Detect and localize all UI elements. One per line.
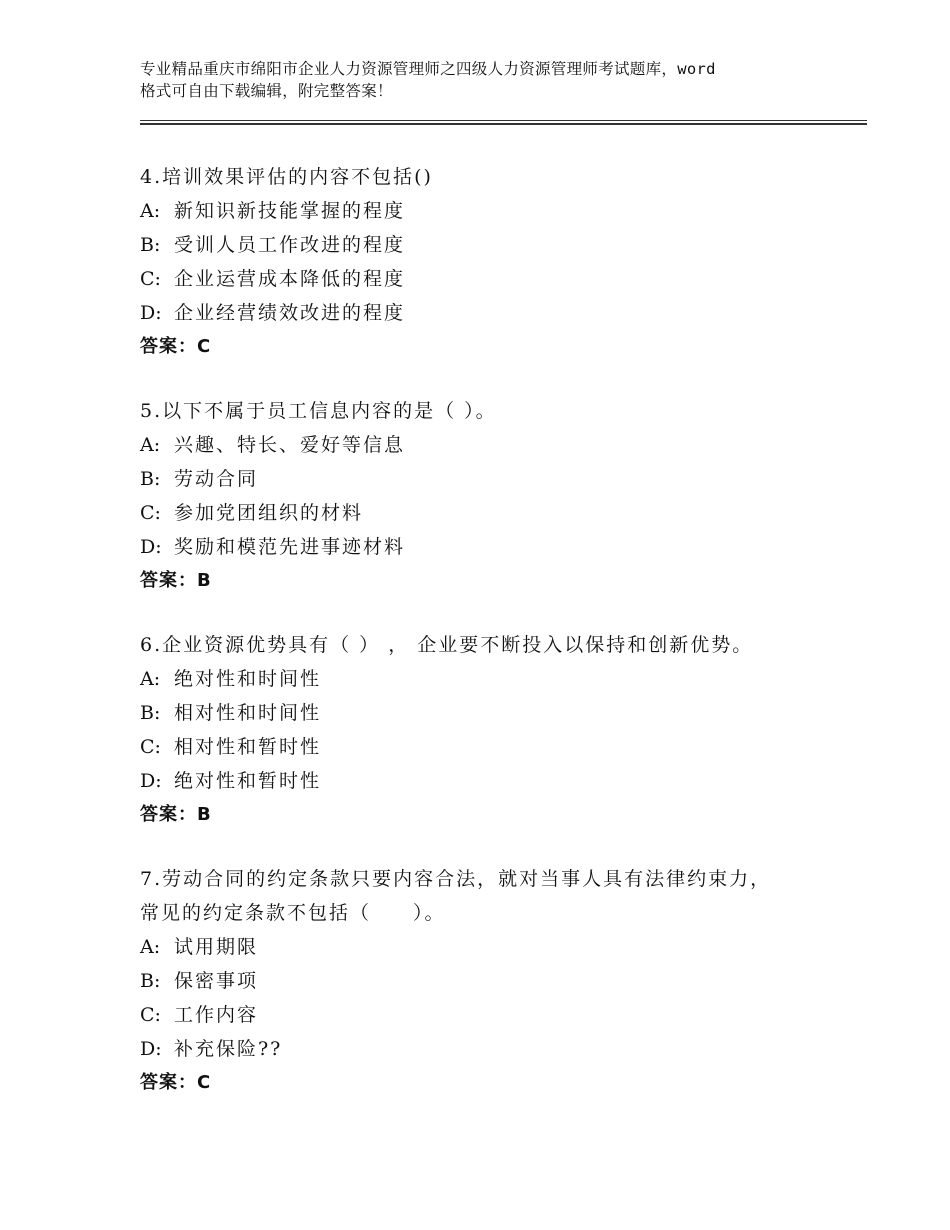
option-d xyxy=(140,530,840,564)
option-text: 企业经营绩效改进的程度 xyxy=(174,302,406,324)
question-stem: 4.培训效果评估的内容不包括() xyxy=(140,166,433,188)
option-text: 兴趣、特长、爱好等信息 xyxy=(174,434,406,456)
option-letter: B: xyxy=(140,234,161,256)
option-text: 绝对性和时间性 xyxy=(174,668,322,690)
option-text: 补充保险?? xyxy=(174,1038,283,1060)
option-text: 相对性和暂时性 xyxy=(174,736,322,758)
option-letter: B: xyxy=(140,702,161,724)
answer-line: 答案：B xyxy=(140,804,212,825)
option-letter: D: xyxy=(140,770,162,792)
question-stem: 6.企业资源优势具有（ ） ， 企业要不断投入以保持和创新优势。 xyxy=(140,634,754,656)
question-5 xyxy=(140,394,840,598)
option-text: 试用期限 xyxy=(174,936,259,958)
question-stem: 5.以下不属于员工信息内容的是（ ）。 xyxy=(140,400,497,422)
answer-line: 答案：C xyxy=(140,336,212,357)
option-letter: C: xyxy=(140,268,161,290)
question-6 xyxy=(140,628,840,832)
option-text: 保密事项 xyxy=(174,970,259,992)
option-b xyxy=(140,462,840,496)
option-b xyxy=(140,228,840,262)
option-a xyxy=(140,194,840,228)
option-text: 企业运营成本降低的程度 xyxy=(174,268,406,290)
header-divider-thin xyxy=(140,120,867,121)
question-stem-continued: 常见的约定条款不包括（ ）。 xyxy=(140,902,446,924)
option-c xyxy=(140,496,840,530)
option-letter: A: xyxy=(140,668,161,690)
option-d xyxy=(140,1032,840,1066)
option-c xyxy=(140,262,840,296)
option-text: 新知识新技能掌握的程度 xyxy=(174,200,406,222)
option-text: 工作内容 xyxy=(174,1004,259,1026)
option-text: 受训人员工作改进的程度 xyxy=(174,234,406,256)
option-text: 奖励和模范先进事迹材料 xyxy=(174,536,406,558)
option-a xyxy=(140,930,840,964)
option-c xyxy=(140,730,840,764)
option-c xyxy=(140,998,840,1032)
option-letter: D: xyxy=(140,302,162,324)
option-d xyxy=(140,296,840,330)
option-a xyxy=(140,428,840,462)
option-b xyxy=(140,964,840,998)
option-text: 绝对性和暂时性 xyxy=(174,770,322,792)
answer-line: 答案：C xyxy=(140,1072,212,1093)
option-letter: C: xyxy=(140,1004,161,1026)
option-letter: D: xyxy=(140,536,162,558)
option-letter: B: xyxy=(140,970,161,992)
document-header xyxy=(140,58,830,102)
option-letter: B: xyxy=(140,468,161,490)
option-letter: C: xyxy=(140,736,161,758)
option-letter: A: xyxy=(140,434,161,456)
option-text: 相对性和时间性 xyxy=(174,702,322,724)
option-d xyxy=(140,764,840,798)
answer-line: 答案：B xyxy=(140,570,212,591)
option-letter: A: xyxy=(140,936,161,958)
option-letter: C: xyxy=(140,502,161,524)
header-title-line-1: 专业精品重庆市绵阳市企业人力资源管理师之四级人力资源管理师考试题库，word xyxy=(140,60,716,78)
question-7 xyxy=(140,862,840,1100)
option-text: 劳动合同 xyxy=(174,468,259,490)
question-stem: 7.劳动合同的约定条款只要内容合法，就对当事人具有法律约束力， xyxy=(140,868,772,890)
option-text: 参加党团组织的材料 xyxy=(174,502,364,524)
option-b xyxy=(140,696,840,730)
header-divider-thick xyxy=(140,123,867,125)
option-letter: D: xyxy=(140,1038,162,1060)
question-list xyxy=(140,160,840,1130)
option-letter: A: xyxy=(140,200,161,222)
header-title-line-2: 格式可自由下载编辑，附完整答案！ xyxy=(140,82,393,100)
option-a xyxy=(140,662,840,696)
question-4 xyxy=(140,160,840,364)
